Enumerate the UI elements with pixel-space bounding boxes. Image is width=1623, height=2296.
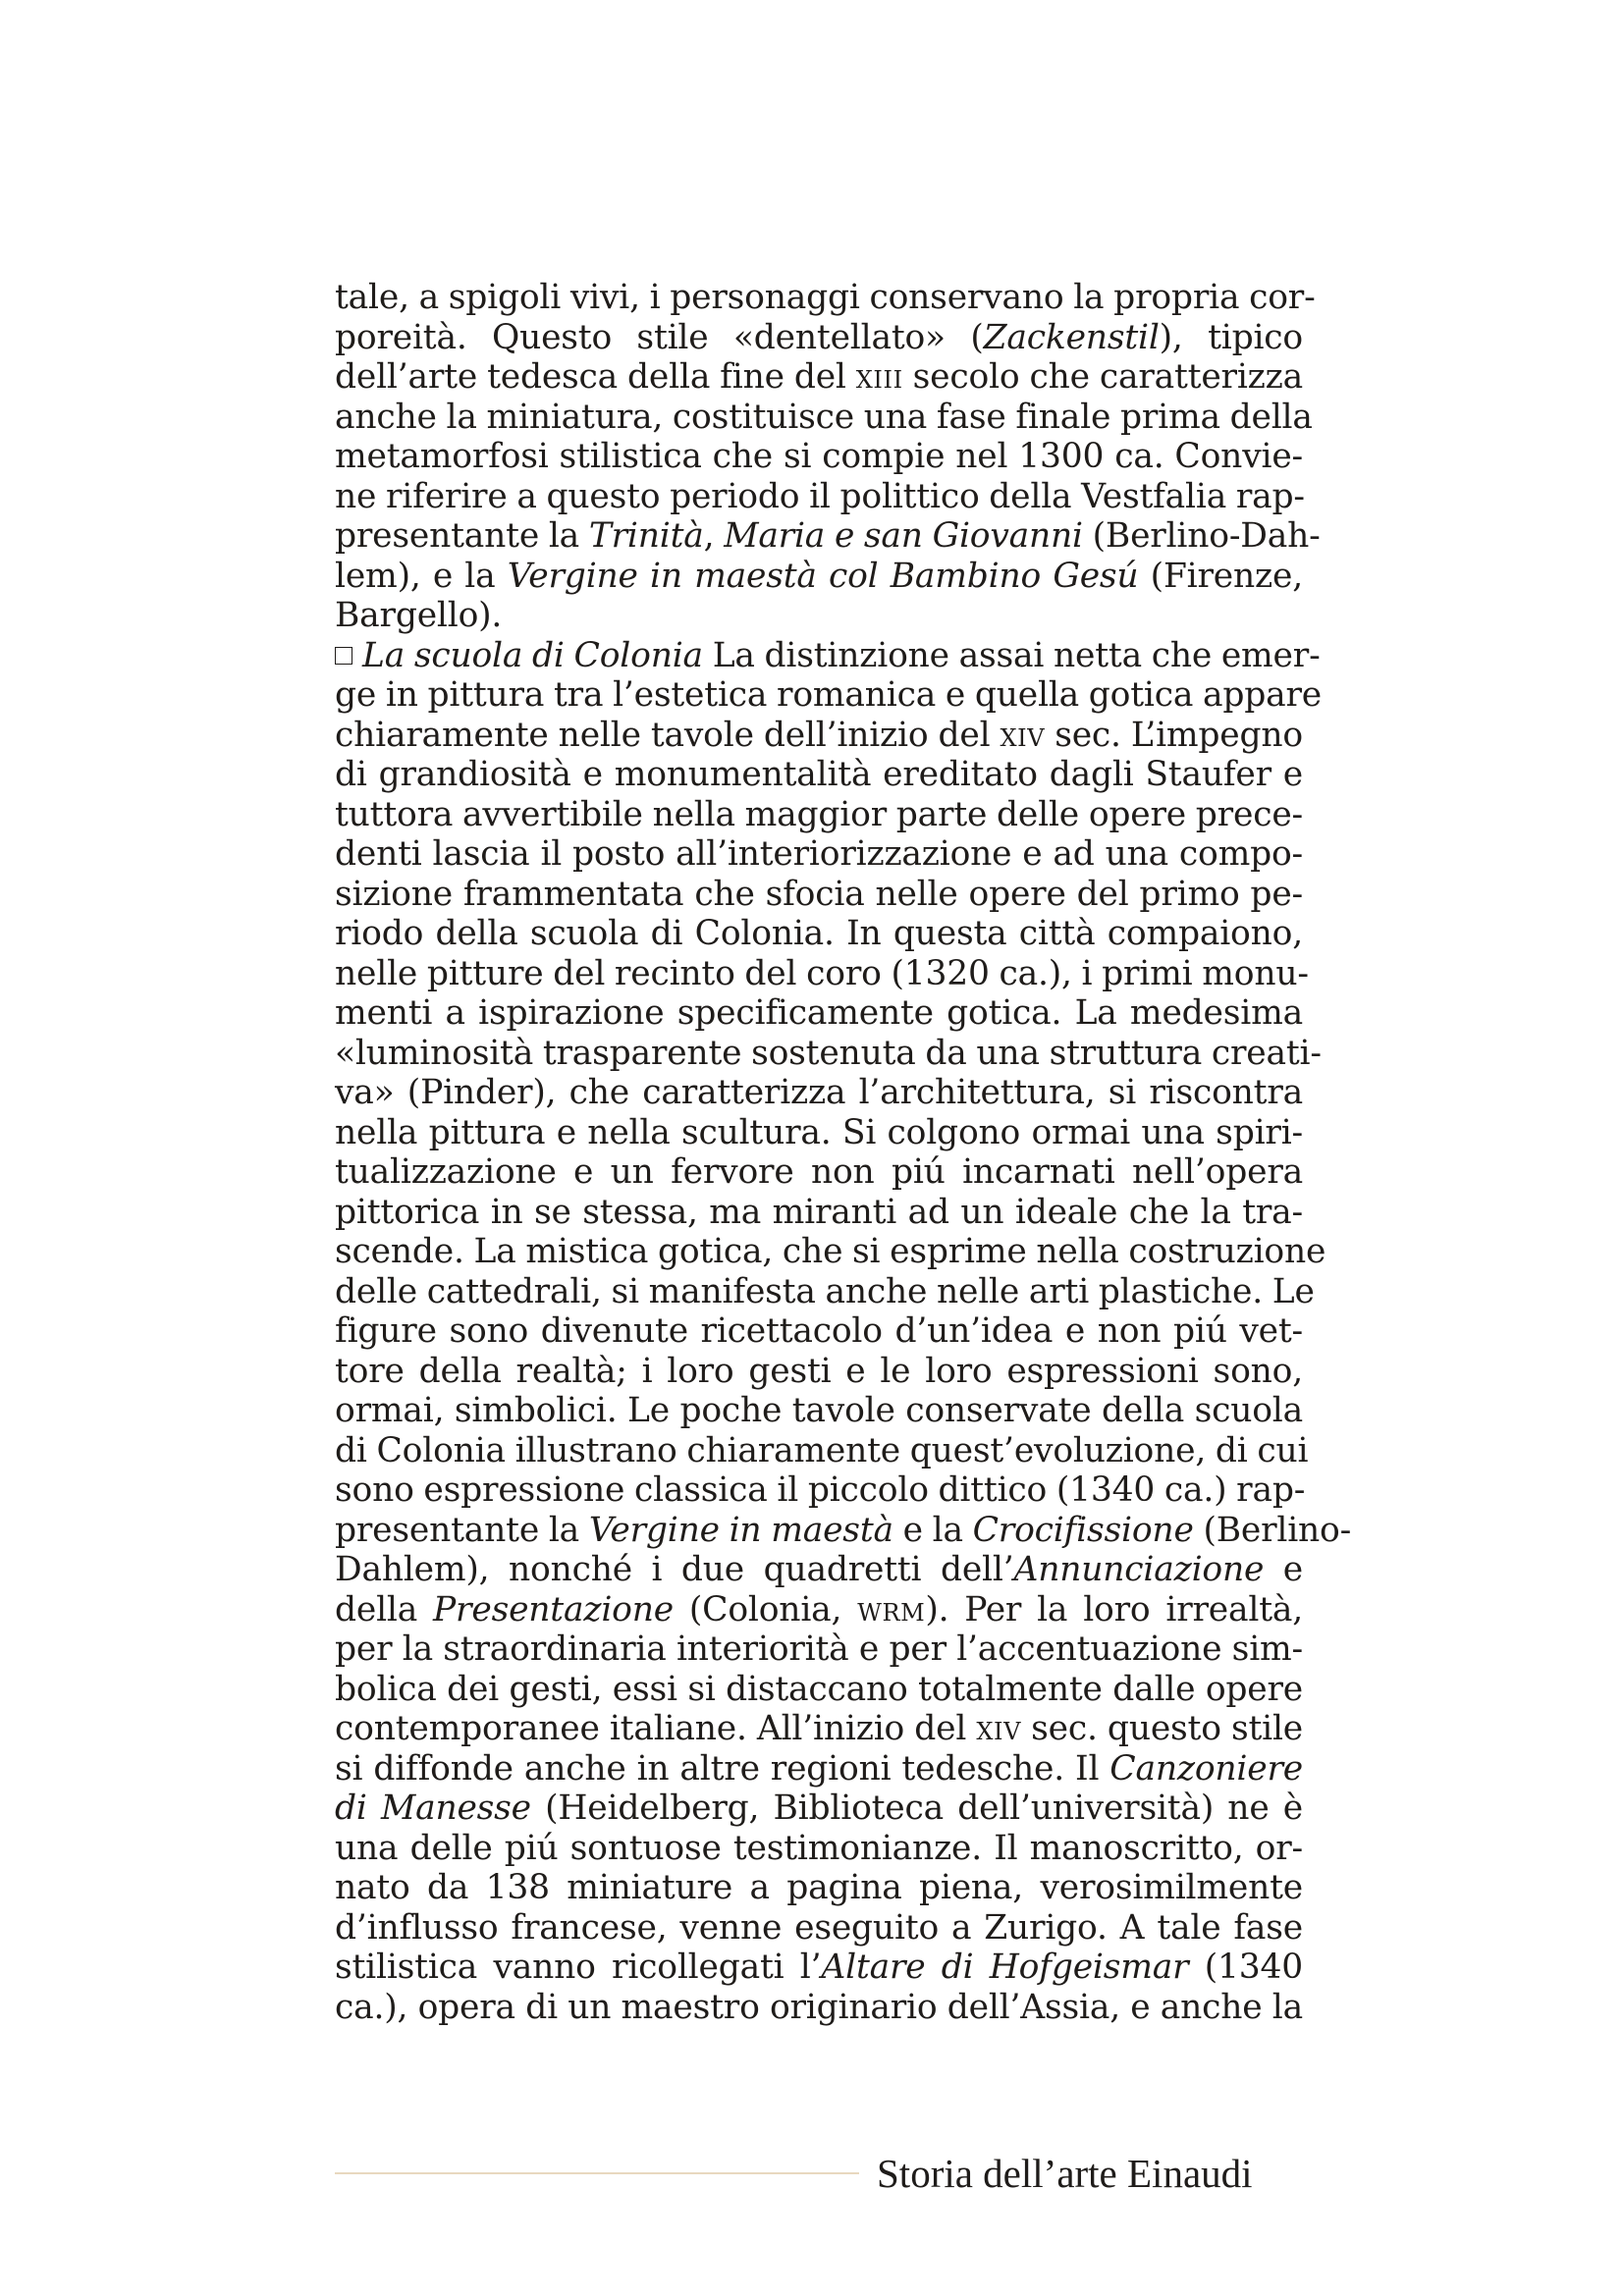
text-run: contemporanee italiane. All’inizio del bbox=[335, 1709, 977, 1748]
text-line bbox=[335, 437, 1303, 477]
text-run: presentante la bbox=[335, 516, 589, 556]
text-line bbox=[335, 278, 1316, 318]
text-run: anche la miniatura, costituisce una fase finale prima della bbox=[335, 397, 1313, 437]
text-line bbox=[335, 1033, 1322, 1074]
text-line bbox=[335, 1430, 1309, 1471]
text-line bbox=[335, 1709, 1303, 1749]
text-line bbox=[335, 318, 1303, 358]
text-line bbox=[335, 557, 1303, 597]
text-run: ), tipico bbox=[1159, 317, 1303, 357]
text-run: (Berlino- bbox=[1193, 1510, 1352, 1550]
text-line bbox=[335, 914, 1303, 954]
text-run: Bargello). bbox=[335, 596, 503, 635]
text-run: (1340 bbox=[1188, 1948, 1303, 1987]
text-line bbox=[335, 1868, 1303, 1908]
text-run: ormai, simbolici. Le poche tavole conservate della scuola bbox=[335, 1391, 1303, 1430]
text-line bbox=[335, 1590, 1303, 1630]
text-line bbox=[335, 1232, 1326, 1272]
text-run: (Heidelberg, Biblioteca dell’università) ne è bbox=[530, 1789, 1303, 1828]
italic-title: Vergine in maestà col Bambino Gesú bbox=[507, 556, 1139, 596]
text-run: dell’arte tedesca della fine del bbox=[335, 357, 856, 397]
text-line bbox=[335, 635, 1321, 676]
text-line bbox=[335, 1352, 1303, 1392]
text-line bbox=[335, 1113, 1303, 1153]
text-run: «luminosità trasparente sostenuta da una struttura creati- bbox=[335, 1033, 1322, 1073]
text-line bbox=[335, 477, 1303, 517]
text-run: tore della realtà; i loro gesti e le loro espressioni sono, bbox=[335, 1351, 1303, 1391]
small-caps-text: xiv bbox=[1000, 715, 1046, 755]
text-line bbox=[335, 675, 1323, 716]
text-line bbox=[335, 953, 1309, 994]
footer-title: Storia dell’arte Einaudi bbox=[877, 2151, 1253, 2196]
italic-title: Zackenstil bbox=[983, 317, 1160, 357]
text-run: d’influsso francese, venne eseguito a Zurigo. A tale fase bbox=[335, 1907, 1303, 1948]
italic-title: di Manesse bbox=[335, 1789, 531, 1828]
text-line bbox=[335, 1193, 1303, 1233]
text-line bbox=[335, 1311, 1303, 1352]
text-line bbox=[335, 1629, 1303, 1670]
text-run: sizione frammentata che sfocia nelle opere del primo pe- bbox=[335, 874, 1303, 914]
text-run: figure sono divenute ricettacolo d’un’idea e non piú vet- bbox=[335, 1311, 1303, 1351]
text-line bbox=[335, 1829, 1303, 1869]
text-run: bolica dei gesti, essi si distaccano totalmente dalle opere bbox=[335, 1669, 1303, 1709]
text-run: poreità. Questo stile «dentellato» ( bbox=[335, 317, 984, 357]
text-line bbox=[335, 1510, 1352, 1551]
text-run: ge in pittura tra l’estetica romanica e quella gotica appare bbox=[335, 675, 1323, 715]
text-line bbox=[335, 755, 1303, 795]
text-line bbox=[335, 1073, 1303, 1113]
italic-title: Trinità bbox=[588, 516, 704, 556]
italic-title: Annunciazione bbox=[1013, 1550, 1265, 1589]
text-line bbox=[335, 1670, 1303, 1710]
text-run: ne riferire a questo periodo il polittico della Vestfalia rap- bbox=[335, 476, 1305, 516]
text-run: stilistica vanno ricollegati l’ bbox=[335, 1948, 822, 1987]
text-run: denti lascia il posto all’interiorizzazione e ad una compo- bbox=[335, 834, 1303, 874]
text-run: e la bbox=[893, 1510, 973, 1550]
italic-title: Altare di Hofgeismar bbox=[821, 1948, 1189, 1987]
text-line bbox=[335, 1152, 1303, 1193]
text-run: (Berlino-Dah- bbox=[1082, 516, 1321, 556]
text-run: sec. questo stile bbox=[1021, 1709, 1303, 1748]
footer-rule bbox=[335, 2172, 859, 2174]
text-line bbox=[335, 1391, 1303, 1431]
text-run: delle cattedrali, si manifesta anche nelle arti plastiche. Le bbox=[335, 1271, 1315, 1311]
text-run: Dahlem), nonché i due quadretti dell’ bbox=[335, 1550, 1014, 1589]
text-line bbox=[335, 1271, 1315, 1312]
text-line bbox=[335, 795, 1303, 835]
italic-title: Canzoniere bbox=[1109, 1748, 1303, 1789]
text-run: presentante la bbox=[335, 1510, 589, 1550]
text-run: menti a ispirazione specificamente gotica. La medesima bbox=[335, 993, 1303, 1033]
text-line bbox=[335, 875, 1303, 915]
text-run: lem), e la bbox=[335, 556, 508, 596]
text-run: per la straordinaria interiorità e per l’accentuazione sim- bbox=[335, 1629, 1303, 1669]
text-line bbox=[335, 1470, 1306, 1511]
text-run: sec. L’impegno bbox=[1045, 715, 1303, 755]
text-run: e bbox=[1264, 1550, 1304, 1589]
text-line bbox=[335, 596, 1303, 636]
text-line bbox=[335, 516, 1321, 557]
text-run: della bbox=[335, 1589, 434, 1629]
text-run: , bbox=[703, 516, 725, 556]
text-run: (Colonia, bbox=[673, 1589, 858, 1629]
section-square-icon bbox=[335, 647, 352, 665]
text-run: chiaramente nelle tavole dell’inizio del bbox=[335, 715, 1001, 755]
text-line bbox=[335, 1908, 1303, 1949]
small-caps-text: wrm bbox=[857, 1589, 926, 1629]
text-line bbox=[335, 716, 1303, 756]
italic-title: Presentazione bbox=[433, 1589, 674, 1629]
text-run: riodo della scuola di Colonia. In questa città compaiono, bbox=[335, 914, 1303, 953]
text-run: metamorfosi stilistica che si compie nel 1300 ca. Convie- bbox=[335, 437, 1303, 476]
text-run: nato da 138 miniature a pagina piena, verosimilmente bbox=[335, 1868, 1303, 1907]
text-line bbox=[335, 1550, 1303, 1590]
text-line bbox=[335, 397, 1313, 438]
text-run: di grandiosità e monumentalità ereditato dagli Staufer e bbox=[335, 755, 1303, 794]
text-line bbox=[335, 1988, 1303, 2028]
text-line bbox=[335, 1789, 1303, 1829]
text-line bbox=[335, 1749, 1303, 1789]
italic-title: La scuola di Colonia bbox=[362, 635, 703, 675]
text-run: (Firenze, bbox=[1138, 556, 1303, 596]
text-line bbox=[335, 357, 1303, 398]
text-line bbox=[335, 834, 1303, 875]
text-run: di Colonia illustrano chiaramente quest’evoluzione, di cui bbox=[335, 1430, 1309, 1470]
small-caps-text: xiv bbox=[976, 1709, 1022, 1748]
small-caps-text: xiii bbox=[855, 357, 903, 397]
italic-title: Crocifissione bbox=[972, 1510, 1194, 1550]
text-run: La distinzione assai netta che emer- bbox=[702, 635, 1321, 675]
italic-title: Maria e san Giovanni bbox=[724, 516, 1083, 556]
text-run: ). Per la loro irrealtà, bbox=[925, 1589, 1304, 1629]
text-run: scende. La mistica gotica, che si esprime nella costruzione bbox=[335, 1232, 1326, 1271]
text-line bbox=[335, 1948, 1303, 1988]
text-run: sono espressione classica il piccolo dittico (1340 ca.) rap- bbox=[335, 1470, 1306, 1510]
text-run: secolo che caratterizza bbox=[902, 357, 1303, 397]
text-run: tualizzazione e un fervore non piú incarnati nell’opera bbox=[335, 1152, 1303, 1192]
text-run: nelle pitture del recinto del coro (1320 ca.), i primi monu- bbox=[335, 953, 1309, 993]
body-text bbox=[335, 278, 1352, 2027]
italic-title: Vergine in maestà bbox=[588, 1510, 893, 1550]
text-line bbox=[335, 993, 1303, 1034]
text-run: nella pittura e nella scultura. Si colgono ormai una spiri- bbox=[335, 1112, 1303, 1152]
text-run: va» (Pinder), che caratterizza l’architettura, si riscontra bbox=[335, 1073, 1303, 1112]
text-run: tale, a spigoli vivi, i personaggi conservano la propria cor- bbox=[335, 278, 1316, 317]
text-run: si diffonde anche in altre regioni tedesche. Il bbox=[335, 1748, 1110, 1789]
text-run: pittorica in se stessa, ma miranti ad un ideale che la tra- bbox=[335, 1192, 1303, 1232]
text-run: ca.), opera di un maestro originario dell’Assia, e anche la bbox=[335, 1987, 1303, 2027]
text-run: una delle piú sontuose testimonianze. Il manoscritto, or- bbox=[335, 1828, 1303, 1868]
text-run: tuttora avvertibile nella maggior parte delle opere prece- bbox=[335, 794, 1303, 834]
